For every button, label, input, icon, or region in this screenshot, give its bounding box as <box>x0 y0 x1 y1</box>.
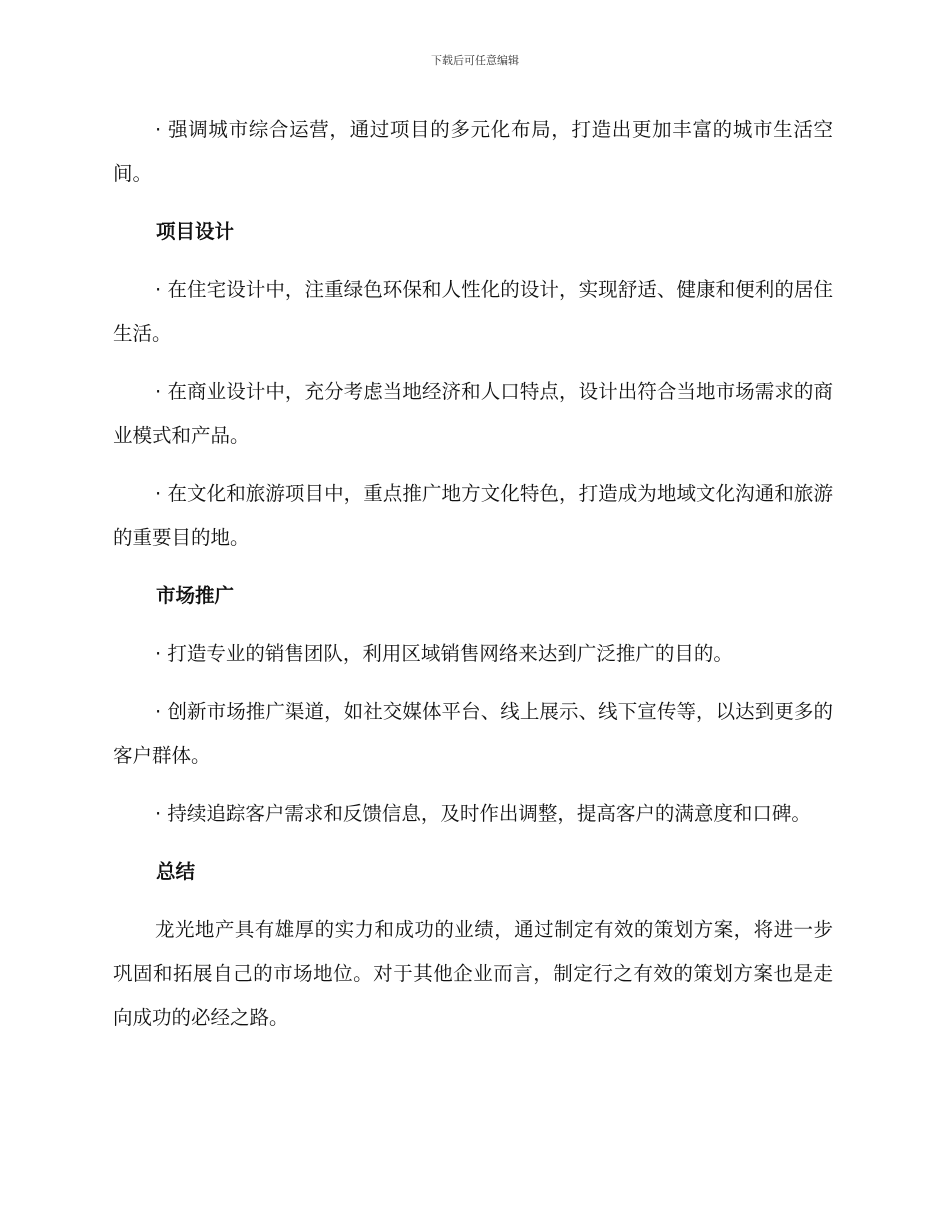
section-heading-project-design: 项目设计 <box>156 220 235 243</box>
paragraph-sales-team: · 打造专业的销售团队，利用区域销售网络来达到广泛推广的目的。 <box>155 642 733 665</box>
paragraph-city-operation: · 强调城市综合运营，通过项目的多元化布局，打造出更加丰富的城市生活空间。 <box>113 118 833 185</box>
paragraph-culture-tourism: · 在文化和旅游项目中，重点推广地方文化特色，打造成为地域文化沟通和旅游的重要目的地。 <box>113 482 833 549</box>
section-heading-marketing: 市场推广 <box>156 584 235 607</box>
paragraph-feedback: · 持续追踪客户需求和反馈信息，及时作出调整，提高客户的满意度和口碑。 <box>155 802 811 825</box>
paragraph-summary: 龙光地产具有雄厚的实力和成功的业绩，通过制定有效的策划方案，将进一步巩固和拓展自己的市场地位。对于其他企业而言，制定行之有效的策划方案也是走向成功的必经之路。 <box>113 918 833 1029</box>
document-body <box>113 108 833 1054</box>
paragraph-channels: · 创新市场推广渠道，如社交媒体平台、线上展示、线下宣传等，以达到更多的客户群体。 <box>113 700 833 767</box>
page-header: 下载后可任意编辑 <box>431 54 519 67</box>
section-heading-summary: 总结 <box>156 860 196 883</box>
paragraph-commercial-design: · 在商业设计中，充分考虑当地经济和人口特点，设计出符合当地市场需求的商业模式和产品。 <box>113 380 833 447</box>
paragraph-residential-design: · 在住宅设计中，注重绿色环保和人性化的设计，实现舒适、健康和便利的居住生活。 <box>113 278 833 345</box>
